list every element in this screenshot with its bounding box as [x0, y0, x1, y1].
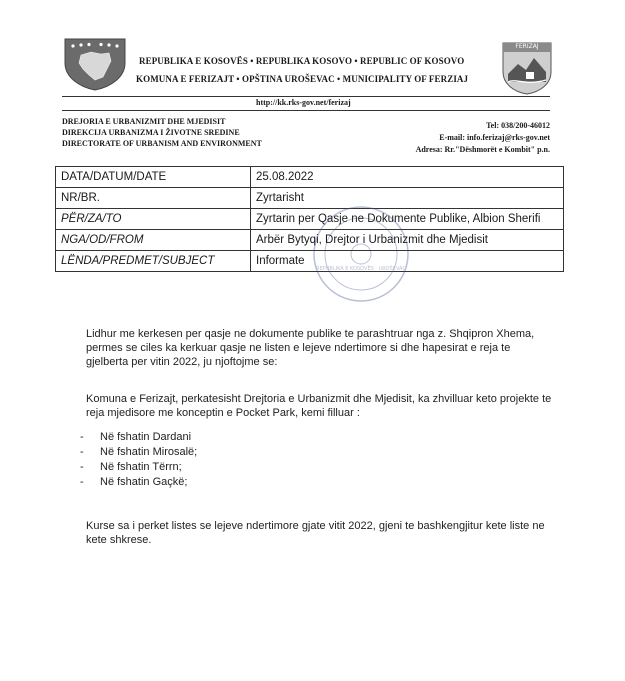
department-name-sr: DIREKCIJA URBANIZMA I ŽIVOTNE SREDINE [62, 128, 240, 137]
contact-block [416, 120, 550, 156]
table-row [56, 230, 564, 251]
url-divider [62, 110, 550, 111]
list-item-text: Në fshatin Tërrn; [100, 461, 182, 473]
info-value: Zyrtarisht [251, 188, 564, 209]
municipal-logo-text: FERIZAJ [515, 43, 539, 50]
list-dash: - [80, 476, 84, 488]
list-item [80, 475, 197, 490]
info-value: Zyrtarin per Qasje ne Dokumente Publike, Albion Sherifi [251, 209, 564, 230]
info-label: LËNDA/PREDMET/SUBJECT [56, 251, 251, 272]
table-row [56, 209, 564, 230]
list-item [80, 430, 197, 445]
table-row [56, 251, 564, 272]
list-dash: - [80, 446, 84, 458]
body-paragraph-1: Lidhur me kerkesen per qasje ne dokumente publike te parashtruar nga z. Shqipron Xhema, permes se ciles ka kerkuar qasje ne listen e lejeve ndertimore si dhe hapesirat e reja te gjelberta per vitin 2022, ju njoftojme se: [86, 328, 535, 368]
list-item-text: Në fshatin Gaçkë; [100, 476, 188, 488]
contact-email: E-mail: info.ferizaj@rks-gov.net [439, 133, 550, 142]
list-item [80, 445, 197, 460]
contact-address: Adresa: Rr."Dëshmorët e Kombit" p.n. [415, 145, 550, 154]
info-value: Informate [251, 251, 564, 272]
document-info-table [55, 166, 564, 272]
contact-tel: Tel: 038/200-46012 [486, 121, 550, 130]
info-label: PËR/ZA/TO [56, 209, 251, 230]
table-row [56, 167, 564, 188]
list-item-text: Në fshatin Mirosalë; [100, 446, 198, 458]
department-name-sq: DREJORIA E URBANIZMIT DHE MJEDISIT [62, 117, 226, 126]
info-value: Arbër Bytyqi, Drejtor i Urbanizmit dhe Mjedisit [251, 230, 564, 251]
info-label: DATA/DATUM/DATE [56, 167, 251, 188]
table-row [56, 188, 564, 209]
stamp-text: REPUBLIKA E KOSOVËS · UROŠEVAC [316, 266, 406, 272]
department-block [62, 116, 262, 149]
department-name-en: DIRECTORATE OF URBANISM AND ENVIRONMENT [62, 139, 262, 148]
kosovo-coat-of-arms [63, 37, 127, 91]
list-item-text: Në fshatin Dardani [100, 431, 192, 443]
header-divider [62, 96, 550, 97]
body-paragraph-3: Kurse sa i perket listes se lejeve ndertimore gjate vitit 2022, gjeni te bashkengjitur kete liste ne kete shkrese. [86, 520, 545, 546]
village-list [80, 430, 197, 490]
header-url-link[interactable]: http://kk.rks-gov.net/ferizaj [256, 98, 351, 107]
list-item [80, 460, 197, 475]
ferizaj-municipal-logo [502, 42, 552, 95]
header-line-2: KOMUNA E FERIZAJT • OPŠTINA UROŠEVAC • MUNICIPALITY OF FERZIAJ [136, 74, 469, 84]
list-dash: - [80, 461, 84, 473]
body-paragraph-2: Komuna e Ferizajt, perkatesisht Drejtoria e Urbanizmit dhe Mjedisit, ka zhvilluar keto projekte te reja mjedisore me konceptin e Pocket Park, kemi filluar : [86, 393, 552, 419]
info-label: NR/BR. [56, 188, 251, 209]
list-dash: - [80, 431, 84, 443]
header-line-1: REPUBLIKA E KOSOVËS • REPUBLIKA KOSOVO • REPUBLIC OF KOSOVO [139, 56, 465, 66]
info-label: NGA/OD/FROM [56, 230, 251, 251]
info-value: 25.08.2022 [251, 167, 564, 188]
official-stamp [311, 204, 411, 304]
